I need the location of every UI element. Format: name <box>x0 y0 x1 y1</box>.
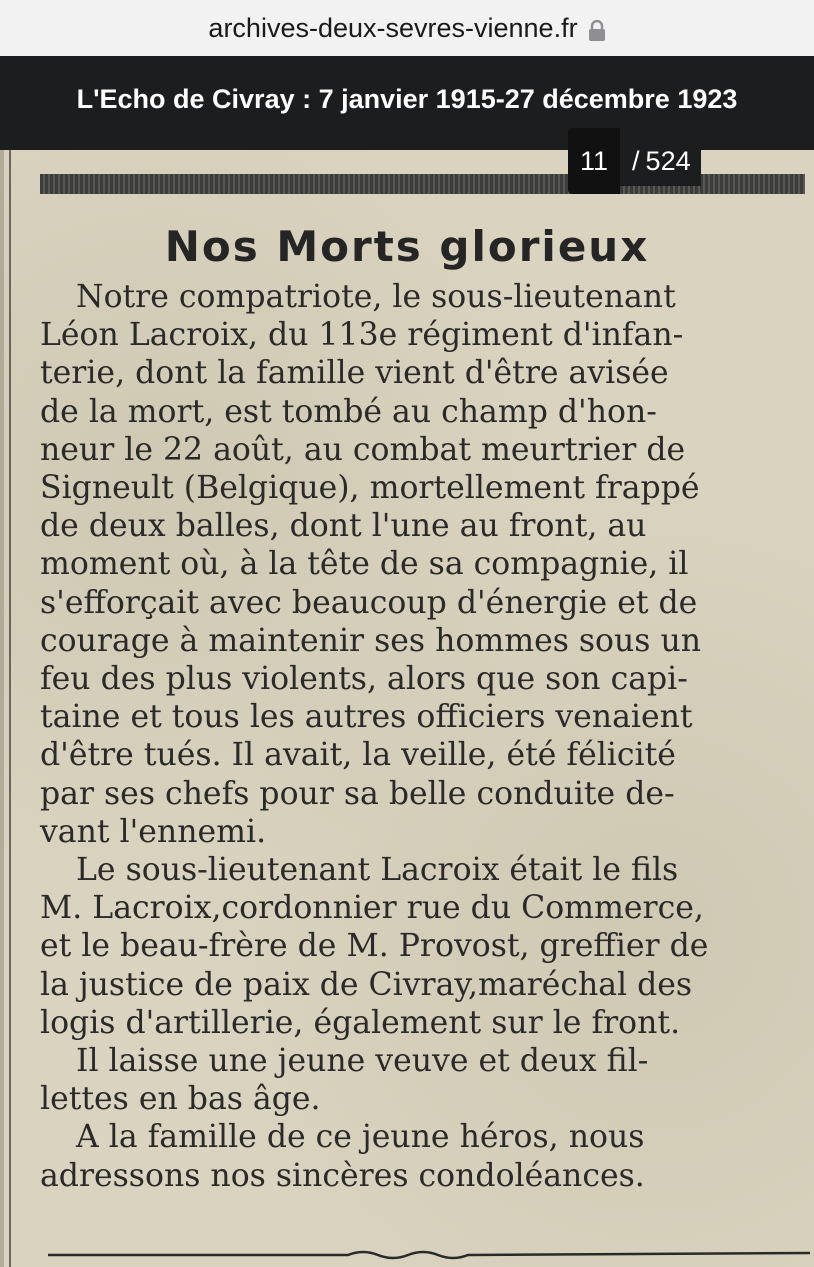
article-line: taine et tous les autres officiers venaient <box>40 699 693 736</box>
article-line: de deux balles, dont l'une au front, au <box>40 508 647 545</box>
article-line: Il laisse une jeune veuve et deux fil- <box>76 1043 649 1080</box>
article-line: moment où, à la tête de sa compagnie, il <box>40 546 689 583</box>
ornamental-rule <box>48 1247 810 1261</box>
newspaper-page <box>0 150 814 1267</box>
document-title: L'Echo de Civray : 7 janvier 1915-27 décembre 1923 <box>76 84 738 114</box>
article-line: terie, dont la famille vient d'être avisée <box>40 355 669 392</box>
article-line: Notre compatriote, le sous-lieutenant <box>76 279 676 315</box>
article-line: M. Lacroix,cordonnier rue du Commerce, <box>40 890 704 927</box>
article-line: A la famille de ce jeune héros, nous <box>76 1119 645 1156</box>
article-line: courage à maintenir ses hommes sous un <box>40 622 702 659</box>
page-counter[interactable] <box>568 128 701 194</box>
article-line: logis d'artillerie, également sur le front. <box>40 1004 681 1041</box>
article-line: neur le 22 août, au combat meurtrier de <box>40 431 686 468</box>
article-headline: Nos Morts glorieux <box>164 222 650 271</box>
address-bar[interactable] <box>0 0 814 56</box>
article-line: la justice de paix de Civray,maréchal des <box>40 966 693 1003</box>
article-line: et le beau-frère de M. Provost, greffier de <box>40 928 709 965</box>
article-line: Léon Lacroix, du 113e régiment d'infan- <box>40 317 684 354</box>
article-line: d'être tués. Il avait, la veille, été félicité <box>40 737 676 774</box>
article-line: par ses chefs pour sa belle conduite de- <box>40 775 675 812</box>
lock-icon <box>588 18 606 40</box>
url-text[interactable]: archives-deux-sevres-vienne.fr <box>208 12 578 43</box>
article-line: vant l'ennemi. <box>40 813 267 850</box>
current-page-input[interactable]: 11 <box>568 128 620 194</box>
article-line: Signeult (Belgique), mortellement frappé <box>40 470 700 507</box>
article-line: adressons nos sincères condoléances. <box>40 1157 645 1194</box>
article-line: de la mort, est tombé au champ d'hon- <box>40 393 657 430</box>
page-separator: / <box>632 145 640 176</box>
article-body <box>40 278 808 1195</box>
article-line: s'efforçait avec beaucoup d'énergie et de <box>40 584 698 621</box>
page-total-group <box>620 136 701 186</box>
article-line: feu des plus violents, alors que son capi- <box>40 661 688 698</box>
article-line: Le sous-lieutenant Lacroix était le fils <box>76 852 679 889</box>
article-line: lettes en bas âge. <box>40 1081 321 1118</box>
total-pages: 524 <box>645 145 691 176</box>
column-rule <box>9 150 11 1267</box>
page-edge <box>0 150 4 1267</box>
